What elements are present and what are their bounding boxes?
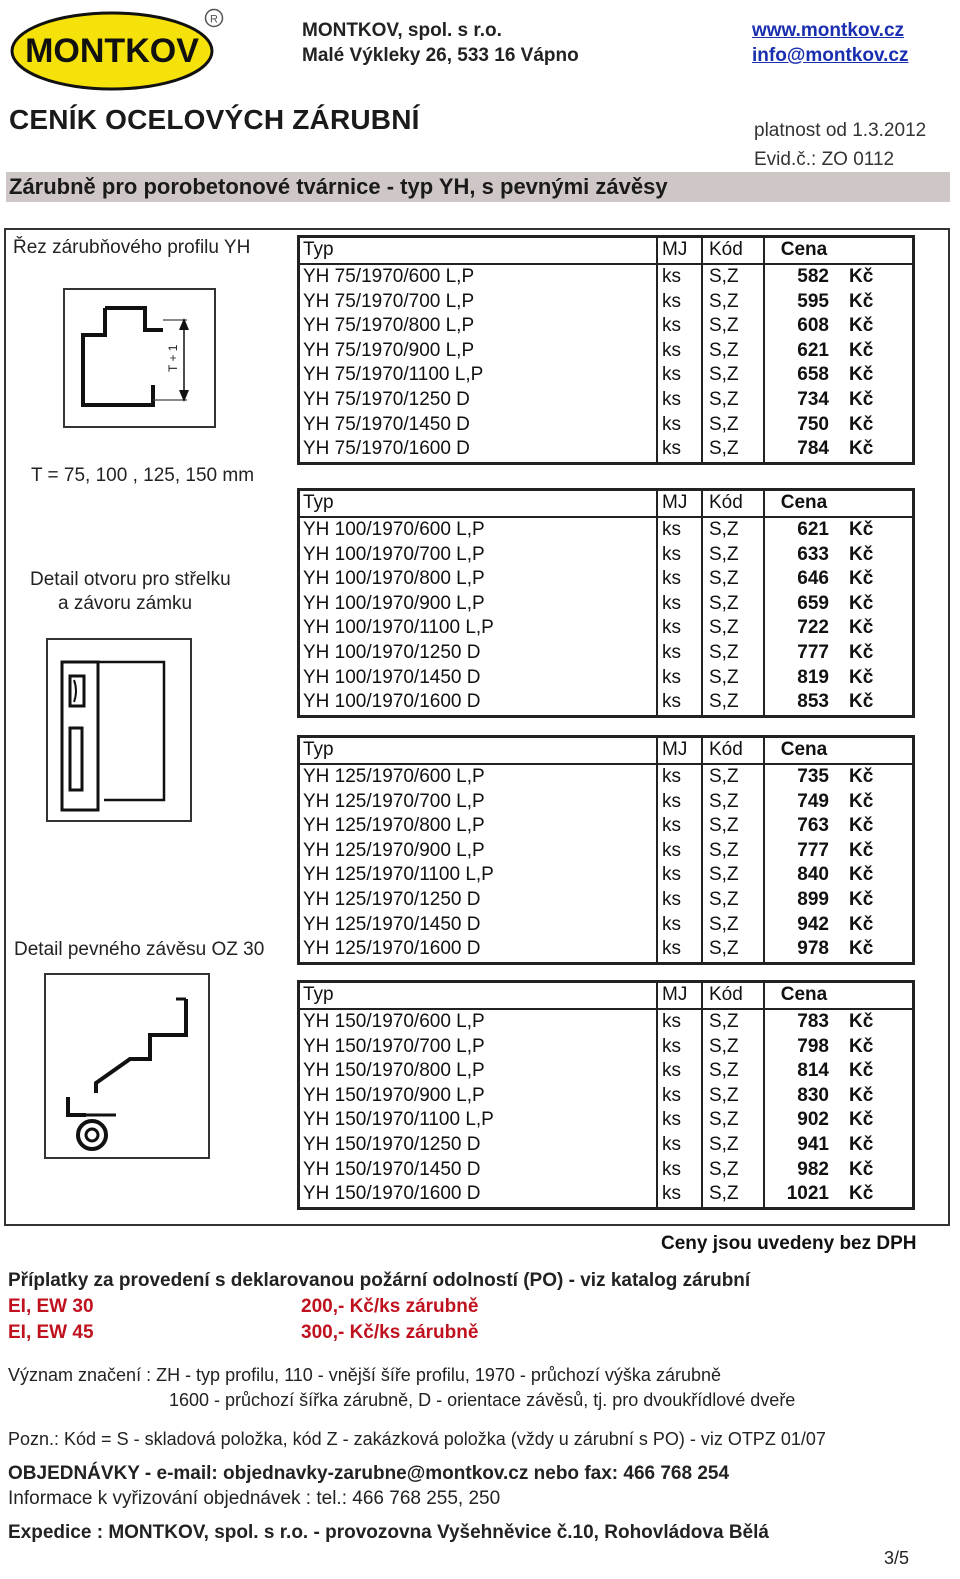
table-row — [300, 1035, 912, 1060]
cell-kod: S,Z — [703, 814, 765, 839]
cell-kod: S,Z — [703, 863, 765, 888]
cell-mj: ks — [658, 913, 703, 938]
cell-mj: ks — [658, 314, 703, 339]
cell-currency: Kč — [849, 864, 874, 886]
cell-cena: 840 — [797, 864, 829, 886]
company-block — [302, 18, 579, 68]
cell-typ: YH 150/1970/800 L,P — [300, 1059, 658, 1084]
cell-mj: ks — [658, 1158, 703, 1183]
table-row — [300, 839, 912, 864]
cell-currency: Kč — [849, 641, 874, 663]
website-link[interactable]: www.montkov.cz — [752, 20, 905, 41]
header-cena: Cena — [780, 984, 828, 1005]
cell-currency: Kč — [849, 815, 874, 837]
table-row — [300, 863, 912, 888]
cell-cena: 777 — [797, 839, 829, 861]
cell-currency: Kč — [849, 1109, 874, 1131]
page-number: 3/5 — [884, 1548, 910, 1568]
page-title: CENÍK OCELOVÝCH ZÁRUBNÍ — [9, 104, 420, 135]
cell-currency: Kč — [849, 592, 874, 614]
cell-cena: 722 — [797, 617, 829, 639]
cell-kod: S,Z — [703, 1158, 765, 1183]
cell-cena: 633 — [797, 543, 829, 565]
cell-kod: S,Z — [703, 765, 765, 790]
cell-cena: 749 — [797, 790, 829, 812]
cell-cena: 819 — [797, 666, 829, 688]
contact-links — [752, 18, 908, 68]
cell-kod: S,Z — [703, 1182, 765, 1207]
cell-mj: ks — [658, 437, 703, 462]
table-header — [300, 983, 912, 1010]
cell-typ: YH 125/1970/1600 D — [300, 937, 658, 962]
cell-kod: S,Z — [703, 518, 765, 543]
vat-note: Ceny jsou uvedeny bez DPH — [661, 1233, 917, 1254]
cell-typ: YH 100/1970/1600 D — [300, 690, 658, 715]
cell-kod: S,Z — [703, 937, 765, 962]
cell-kod: S,Z — [703, 1035, 765, 1060]
lock-detail-drawing — [46, 638, 192, 822]
cell-kod: S,Z — [703, 1133, 765, 1158]
cell-typ: YH 100/1970/1450 D — [300, 666, 658, 691]
surcharge-class-1: EI, EW 30 — [8, 1296, 94, 1317]
cell-cena: 646 — [797, 568, 829, 590]
table-row — [300, 437, 912, 462]
profile-dimension: T + 1 — [166, 344, 180, 372]
cell-typ: YH 100/1970/700 L,P — [300, 543, 658, 568]
validity-block — [754, 116, 926, 174]
table-row — [300, 592, 912, 617]
cell-currency: Kč — [849, 1035, 874, 1057]
cell-typ: YH 100/1970/1100 L,P — [300, 616, 658, 641]
registered-letter: R — [210, 13, 218, 26]
cell-currency: Kč — [849, 1183, 874, 1205]
table-row — [300, 765, 912, 790]
cell-typ: YH 150/1970/900 L,P — [300, 1084, 658, 1109]
cell-cena: 608 — [797, 315, 829, 337]
cell-kod: S,Z — [703, 888, 765, 913]
cell-mj: ks — [658, 1133, 703, 1158]
expedition: Expedice : MONTKOV, spol. s r.o. - provozovna Vyšehněvice č.10, Rohovládova Bělá — [8, 1522, 769, 1543]
header-mj: MJ — [658, 738, 703, 763]
cell-typ: YH 125/1970/1100 L,P — [300, 863, 658, 888]
cell-mj: ks — [658, 363, 703, 388]
cell-typ: YH 125/1970/900 L,P — [300, 839, 658, 864]
price-table — [297, 735, 915, 965]
cell-kod: S,Z — [703, 339, 765, 364]
header-typ: Typ — [300, 491, 658, 516]
cell-cena: 734 — [797, 388, 829, 410]
table-row — [300, 388, 912, 413]
price-table — [297, 488, 915, 718]
cell-typ: YH 75/1970/1450 D — [300, 413, 658, 438]
cell-typ: YH 100/1970/1250 D — [300, 641, 658, 666]
cell-typ: YH 150/1970/1450 D — [300, 1158, 658, 1183]
cell-mj: ks — [658, 1182, 703, 1207]
table-row — [300, 567, 912, 592]
table-row — [300, 518, 912, 543]
table-row — [300, 814, 912, 839]
cell-mj: ks — [658, 1084, 703, 1109]
header-cena: Cena — [780, 739, 828, 760]
cell-currency: Kč — [849, 339, 874, 361]
cell-currency: Kč — [849, 1060, 874, 1082]
cell-mj: ks — [658, 290, 703, 315]
cell-mj: ks — [658, 339, 703, 364]
cell-typ: YH 100/1970/600 L,P — [300, 518, 658, 543]
table-row — [300, 1084, 912, 1109]
cell-mj: ks — [658, 592, 703, 617]
header-kod: Kód — [703, 983, 765, 1008]
cell-kod: S,Z — [703, 567, 765, 592]
cell-typ: YH 100/1970/800 L,P — [300, 567, 658, 592]
code-note: Pozn.: Kód = S - skladová položka, kód Z - zakázková položka (vždy u zárubní s PO) - viz OTPZ 01/07 — [8, 1429, 826, 1449]
table-row — [300, 888, 912, 913]
cell-kod: S,Z — [703, 616, 765, 641]
cell-currency: Kč — [849, 1011, 874, 1032]
cell-mj: ks — [658, 790, 703, 815]
cell-kod: S,Z — [703, 413, 765, 438]
cell-cena: 659 — [797, 592, 829, 614]
cell-typ: YH 100/1970/900 L,P — [300, 592, 658, 617]
logo-text: MONTKOV — [25, 32, 199, 70]
cell-typ: YH 75/1970/800 L,P — [300, 314, 658, 339]
meaning-line-2: 1600 - průchozí šířka zárubně, D - orientace závěsů, tj. pro dvoukřídlové dveře — [169, 1390, 796, 1410]
table-row — [300, 690, 912, 715]
cell-currency: Kč — [849, 388, 874, 410]
header-blank — [835, 738, 912, 763]
table-row — [300, 1182, 912, 1207]
header-cena: Cena — [780, 492, 828, 513]
cell-typ: YH 75/1970/1100 L,P — [300, 363, 658, 388]
cell-kod: S,Z — [703, 641, 765, 666]
cell-cena: 763 — [797, 815, 829, 837]
cell-typ: YH 150/1970/1600 D — [300, 1182, 658, 1207]
cell-cena: 658 — [797, 364, 829, 386]
cell-typ: YH 75/1970/1250 D — [300, 388, 658, 413]
cell-mj: ks — [658, 567, 703, 592]
cell-kod: S,Z — [703, 1010, 765, 1035]
table-row — [300, 543, 912, 568]
hinge-detail-label: Detail pevného závěsu OZ 30 — [14, 939, 265, 960]
lock-detail-label-1: Detail otvoru pro střelku — [30, 569, 231, 590]
surcharge-title: Příplatky za provedení s deklarovanou požární odolností (PO) - viz katalog zárubní — [8, 1270, 751, 1291]
profile-label: Řez zárubňového profilu YH — [13, 237, 251, 258]
cell-mj: ks — [658, 839, 703, 864]
valid-from: platnost od 1.3.2012 — [754, 120, 927, 141]
cell-kod: S,Z — [703, 265, 765, 290]
price-table — [297, 980, 915, 1210]
table-header — [300, 738, 912, 765]
cell-mj: ks — [658, 1010, 703, 1035]
header-cena: Cena — [780, 239, 828, 260]
surcharge-price-1: 200,- Kč/ks zárubně — [301, 1296, 479, 1317]
header-mj: MJ — [658, 983, 703, 1008]
cell-cena: 735 — [797, 766, 829, 787]
cell-mj: ks — [658, 863, 703, 888]
cell-typ: YH 150/1970/600 L,P — [300, 1010, 658, 1035]
cell-currency: Kč — [849, 913, 874, 935]
cell-cena: 899 — [797, 888, 829, 910]
cell-currency: Kč — [849, 938, 874, 960]
cell-typ: YH 75/1970/700 L,P — [300, 290, 658, 315]
cell-cena: 582 — [797, 266, 829, 287]
montkov-logo — [10, 8, 216, 92]
cell-cena: 978 — [797, 938, 829, 960]
table-row — [300, 413, 912, 438]
cell-currency: Kč — [849, 1158, 874, 1180]
cell-currency: Kč — [849, 364, 874, 386]
company-address: Malé Výkleky 26, 533 16 Vápno — [302, 45, 579, 66]
orders-line-2: Informace k vyřizování objednávek : tel.: 466 768 255, 250 — [8, 1488, 501, 1509]
header-mj: MJ — [658, 491, 703, 516]
price-table — [297, 235, 915, 465]
header-blank — [835, 238, 912, 263]
cell-mj: ks — [658, 413, 703, 438]
cell-cena: 814 — [797, 1060, 829, 1082]
cell-currency: Kč — [849, 519, 874, 540]
table-row — [300, 314, 912, 339]
table-row — [300, 1133, 912, 1158]
cell-currency: Kč — [849, 617, 874, 639]
table-header — [300, 238, 912, 265]
cell-currency: Kč — [849, 315, 874, 337]
table-row — [300, 265, 912, 290]
cell-cena: 942 — [797, 913, 829, 935]
cell-mj: ks — [658, 814, 703, 839]
cell-cena: 1021 — [786, 1183, 829, 1205]
cell-typ: YH 125/1970/800 L,P — [300, 814, 658, 839]
table-header — [300, 491, 912, 518]
evidence-number: Evid.č.: ZO 0112 — [754, 149, 895, 170]
header-blank — [835, 491, 912, 516]
cell-currency: Kč — [849, 543, 874, 565]
cell-mj: ks — [658, 388, 703, 413]
cell-typ: YH 125/1970/1450 D — [300, 913, 658, 938]
cell-mj: ks — [658, 1035, 703, 1060]
cell-kod: S,Z — [703, 839, 765, 864]
cell-currency: Kč — [849, 1133, 874, 1155]
header-mj: MJ — [658, 238, 703, 263]
header-kod: Kód — [703, 238, 765, 263]
cell-cena: 830 — [797, 1084, 829, 1106]
cell-currency: Kč — [849, 1084, 874, 1106]
cell-mj: ks — [658, 937, 703, 962]
t-values: T = 75, 100 , 125, 150 mm — [31, 465, 255, 486]
cell-cena: 783 — [797, 1011, 829, 1032]
registered-mark — [204, 8, 224, 28]
cell-kod: S,Z — [703, 1059, 765, 1084]
table-row — [300, 913, 912, 938]
cell-currency: Kč — [849, 691, 874, 713]
cell-typ: YH 150/1970/1100 L,P — [300, 1108, 658, 1133]
cell-kod: S,Z — [703, 1084, 765, 1109]
cell-cena: 982 — [797, 1158, 829, 1180]
cell-kod: S,Z — [703, 790, 765, 815]
cell-kod: S,Z — [703, 543, 765, 568]
cell-cena: 621 — [797, 519, 829, 540]
header-typ: Typ — [300, 983, 658, 1008]
cell-typ: YH 150/1970/1250 D — [300, 1133, 658, 1158]
header-blank — [835, 983, 912, 1008]
cell-currency: Kč — [849, 790, 874, 812]
table-row — [300, 790, 912, 815]
profile-drawing — [63, 288, 216, 428]
cell-currency: Kč — [849, 766, 874, 787]
cell-mj: ks — [658, 765, 703, 790]
cell-mj: ks — [658, 518, 703, 543]
cell-kod: S,Z — [703, 388, 765, 413]
cell-kod: S,Z — [703, 1108, 765, 1133]
cell-mj: ks — [658, 641, 703, 666]
cell-mj: ks — [658, 616, 703, 641]
cell-cena: 853 — [797, 691, 829, 713]
cell-mj: ks — [658, 543, 703, 568]
cell-cena: 750 — [797, 413, 829, 435]
table-row — [300, 1108, 912, 1133]
cell-mj: ks — [658, 666, 703, 691]
cell-kod: S,Z — [703, 363, 765, 388]
cell-mj: ks — [658, 1059, 703, 1084]
cell-mj: ks — [658, 888, 703, 913]
lock-detail-label-2: a závoru zámku — [58, 593, 193, 614]
cell-currency: Kč — [849, 839, 874, 861]
cell-cena: 595 — [797, 290, 829, 312]
cell-kod: S,Z — [703, 437, 765, 462]
table-row — [300, 666, 912, 691]
cell-typ: YH 125/1970/700 L,P — [300, 790, 658, 815]
cell-kod: S,Z — [703, 666, 765, 691]
cell-kod: S,Z — [703, 314, 765, 339]
cell-kod: S,Z — [703, 913, 765, 938]
cell-kod: S,Z — [703, 690, 765, 715]
cell-currency: Kč — [849, 290, 874, 312]
cell-kod: S,Z — [703, 592, 765, 617]
table-row — [300, 363, 912, 388]
cell-cena: 798 — [797, 1035, 829, 1057]
cell-currency: Kč — [849, 266, 874, 287]
table-row — [300, 937, 912, 962]
cell-typ: YH 75/1970/1600 D — [300, 437, 658, 462]
table-row — [300, 616, 912, 641]
header-kod: Kód — [703, 738, 765, 763]
meaning-line-1: Význam značení : ZH - typ profilu, 110 - vnější šíře profilu, 1970 - průchozí výška zárubně — [8, 1365, 721, 1385]
cell-currency: Kč — [849, 568, 874, 590]
company-name: MONTKOV, spol. s r.o. — [302, 20, 502, 41]
cell-mj: ks — [658, 1108, 703, 1133]
cell-typ: YH 125/1970/600 L,P — [300, 765, 658, 790]
cell-mj: ks — [658, 690, 703, 715]
table-row — [300, 1158, 912, 1183]
header-typ: Typ — [300, 238, 658, 263]
surcharge-price-2: 300,- Kč/ks zárubně — [301, 1322, 479, 1343]
cell-typ: YH 75/1970/900 L,P — [300, 339, 658, 364]
email-link[interactable]: info@montkov.cz — [752, 45, 909, 66]
cell-typ: YH 125/1970/1250 D — [300, 888, 658, 913]
cell-kod: S,Z — [703, 290, 765, 315]
table-row — [300, 1059, 912, 1084]
cell-currency: Kč — [849, 438, 874, 460]
cell-currency: Kč — [849, 413, 874, 435]
table-row — [300, 290, 912, 315]
orders-line-1: OBJEDNÁVKY - e-mail: objednavky-zarubne@montkov.cz nebo fax: 466 768 254 — [8, 1463, 730, 1484]
table-row — [300, 339, 912, 364]
hinge-detail-drawing — [44, 973, 210, 1159]
cell-currency: Kč — [849, 888, 874, 910]
cell-typ: YH 150/1970/700 L,P — [300, 1035, 658, 1060]
cell-cena: 941 — [797, 1133, 829, 1155]
table-row — [300, 1010, 912, 1035]
header-typ: Typ — [300, 738, 658, 763]
cell-mj: ks — [658, 265, 703, 290]
subtitle: Zárubně pro porobetonové tvárnice - typ YH, s pevnými závěsy — [9, 174, 668, 199]
surcharge-class-2: EI, EW 45 — [8, 1322, 94, 1343]
header-kod: Kód — [703, 491, 765, 516]
cell-cena: 902 — [797, 1109, 829, 1131]
cell-cena: 621 — [797, 339, 829, 361]
cell-typ: YH 75/1970/600 L,P — [300, 265, 658, 290]
cell-cena: 784 — [797, 438, 829, 460]
cell-currency: Kč — [849, 666, 874, 688]
table-row — [300, 641, 912, 666]
cell-cena: 777 — [797, 641, 829, 663]
